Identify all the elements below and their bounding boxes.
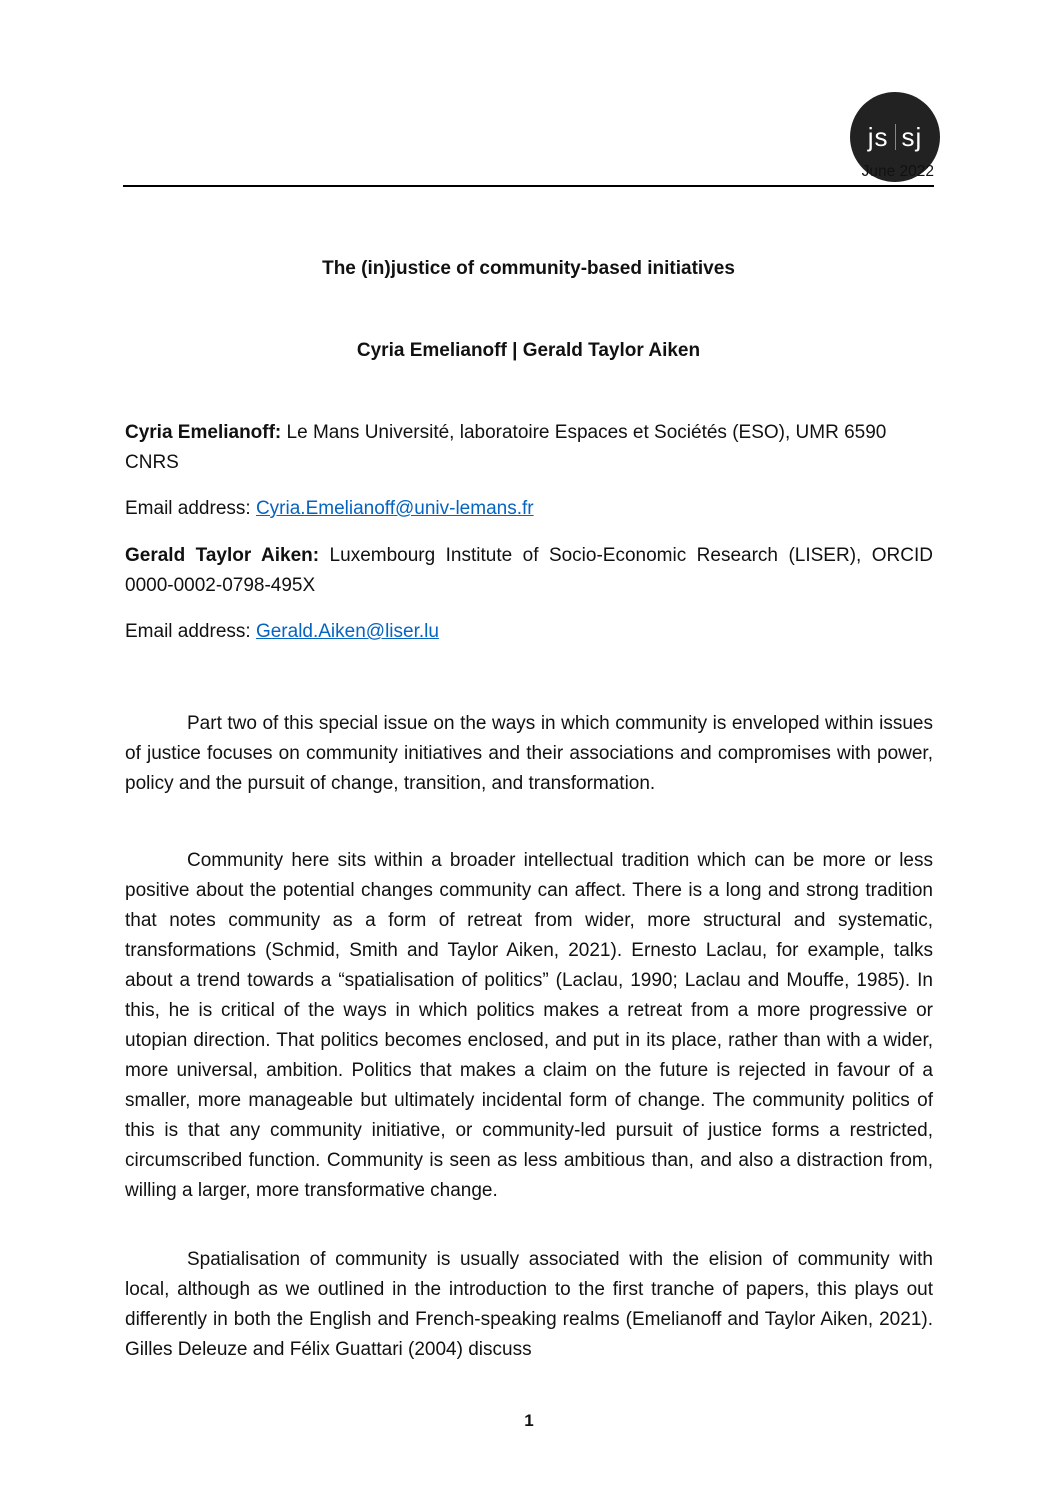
logo-divider: [895, 124, 896, 150]
article-title: The (in)justice of community-based initiatives: [322, 258, 735, 279]
author-affiliation: Le Mans Université, laboratoire Espaces et Sociétés (ESO), UMR 6590 CNRS: [125, 422, 887, 473]
logo-right-text: sj: [901, 121, 923, 152]
author-name: Gerald Taylor Aiken:: [125, 545, 320, 566]
body-paragraph: Spatialisation of community is usually associated with the elision of community with local, although as we outlined in the introduction to the first tranche of papers, this plays out differently in both the English and French-speaking realms (Emelianoff and Taylor Aiken, 2021). Gilles Deleuze and Félix Guattari (2004) discuss: [125, 1249, 933, 1360]
author-line: Cyria Emelianoff | Gerald Taylor Aiken: [356, 340, 701, 361]
email-label: Email address:: [125, 621, 256, 642]
author-name: Cyria Emelianoff:: [125, 422, 282, 443]
body-paragraph: Part two of this special issue on the ways in which community is enveloped within issues of justice focuses on community initiatives and their associations and compromises with power, policy and the pursuit of change, transition, and transformation.: [125, 713, 933, 794]
email-line-2: [125, 617, 933, 647]
affiliation-1: [125, 418, 933, 478]
email-line-1: [125, 494, 933, 524]
email-label: Email address:: [125, 498, 256, 519]
body-paragraph: Community here sits within a broader intellectual tradition which can be more or less positive about the potential changes community can affect. There is a long and strong tradition that notes community as a form of retreat from wider, more structural and systematic, transformations (Schmid, Smith and Taylor Aiken, 2021). Ernesto Laclau, for example, talks about a trend towards a “spatialisation of politics” (Laclau, 1990; Laclau and Mouffe, 1985). In this, he is critical of the ways in which politics makes a retreat from a more progressive or utopian direction. That politics becomes enclosed, and put in its place, rather than with a wider, more universal, ambition. Politics that makes a claim on the future is rejected in favour of a smaller, more manageable but ultimately incidental form of change. The community politics of this is that any community initiative, or community-led pursuit of justice forms a restricted, circumscribed function. Community is seen as less ambitious than, and also a distraction from, willing a larger, more transformative change.: [125, 850, 933, 1201]
email-link[interactable]: Cyria.Emelianoff@univ-lemans.fr: [255, 498, 534, 519]
affiliation-2: [125, 541, 933, 601]
header-rule: [123, 185, 934, 187]
author-affiliation: Luxembourg Institute of Socio-Economic Research (LISER), ORCID 0000-0002-0798-495X: [125, 545, 933, 596]
issue-date: June 2022: [861, 163, 934, 180]
logo-left-text: js: [867, 121, 889, 152]
page-number: 1: [524, 1411, 534, 1430]
email-link[interactable]: Gerald.Aiken@liser.lu: [255, 621, 439, 642]
